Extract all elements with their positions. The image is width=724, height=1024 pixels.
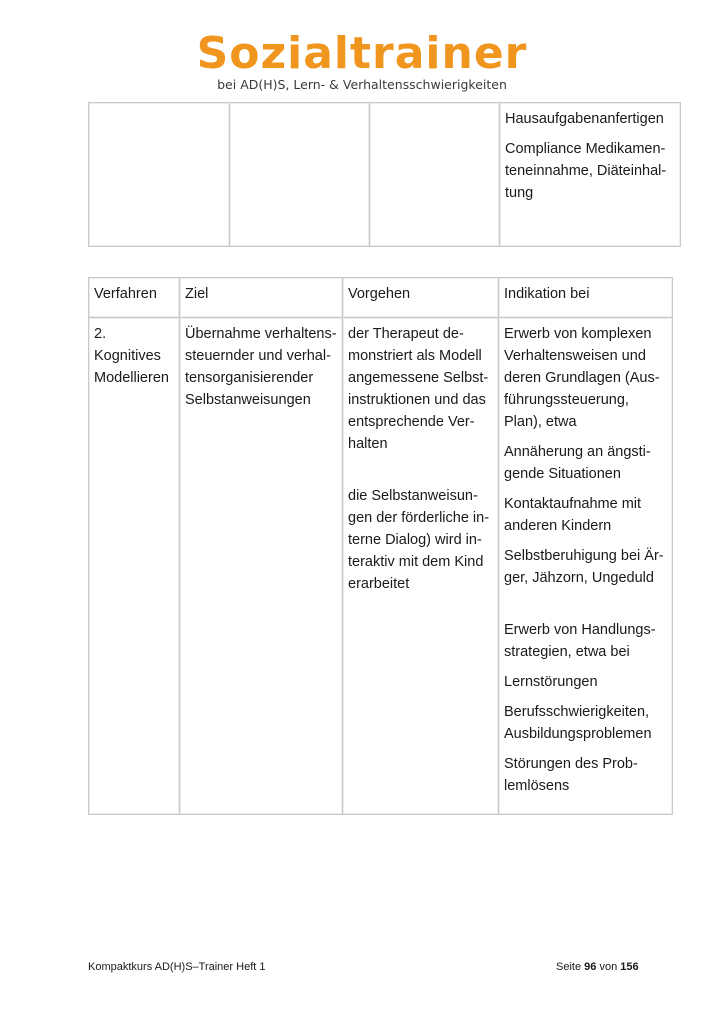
logo-subtitle: bei AD(H)S, Lern- & Verhaltensschwierigkeiten bbox=[217, 77, 507, 92]
table-header-row bbox=[89, 278, 673, 318]
cell-paragraph: Lernstörungen bbox=[504, 674, 598, 690]
table-row bbox=[89, 318, 673, 815]
cell-paragraph: Kontaktaufnahme mit anderen Kindern bbox=[504, 496, 642, 534]
table-cell-empty bbox=[89, 103, 230, 247]
cell-paragraph: Annäherung an ängsti-gende Situationen bbox=[504, 444, 651, 482]
header-vorgehen: Vorgehen bbox=[343, 278, 499, 318]
cell-paragraph: Erwerb von komplexen Verhaltensweisen und deren Grundlagen (Aus-führungssteuerung, Plan), etwa bbox=[504, 326, 660, 430]
footer-page-number bbox=[556, 960, 639, 974]
cell-paragraph: Selbstberuhigung bei Är-ger, Jähzorn, Ungeduld bbox=[504, 548, 664, 586]
cell-paragraph: Störungen des Prob-lemlösens bbox=[504, 756, 638, 794]
cell-paragraph: Hausaufgabenanfertigen bbox=[505, 111, 664, 127]
header-verfahren: Verfahren bbox=[89, 278, 180, 318]
cell-ziel: Übernahme verhaltens-steuernder und verhal-tensorganisierender Selbstanweisungen bbox=[180, 318, 343, 815]
page-prefix: Seite bbox=[556, 961, 582, 973]
cell-paragraph: Compliance Medikamen-teneinnahme, Diäteinhal-tung bbox=[505, 141, 667, 201]
cell-paragraph: Berufsschwierigkeiten, Ausbildungsproblemen bbox=[504, 704, 652, 742]
cell-paragraph: der Therapeut de-monstriert als Modell angemessene Selbst-instruktionen und das entsprechende Ver-halten bbox=[348, 326, 489, 452]
table-cell-indikation bbox=[500, 103, 681, 247]
cell-vorgehen bbox=[343, 318, 499, 815]
cell-indikation bbox=[499, 318, 673, 815]
table-verfahren bbox=[88, 277, 673, 815]
logo-title: Sozialtrainer bbox=[196, 28, 528, 79]
cell-paragraph: die Selbstanweisun-gen der förderliche in-terne Dialog) wird in-teraktiv mit dem Kind erarbeitet bbox=[348, 488, 490, 592]
table-cell-empty bbox=[370, 103, 500, 247]
table-row bbox=[89, 103, 681, 247]
cell-verfahren: 2. Kognitives Modellieren bbox=[89, 318, 180, 815]
page-separator: von bbox=[599, 961, 618, 973]
footer-course-title: Kompaktkurs AD(H)S–Trainer Heft 1 bbox=[88, 961, 266, 973]
table-cell-empty bbox=[230, 103, 370, 247]
table-continued bbox=[88, 102, 681, 247]
page-total: 156 bbox=[620, 961, 639, 973]
header-indikation: Indikation bei bbox=[499, 278, 673, 318]
header-ziel: Ziel bbox=[180, 278, 343, 318]
page-current: 96 bbox=[584, 961, 597, 973]
cell-paragraph: Erwerb von Handlungs-strategien, etwa bei bbox=[504, 622, 656, 660]
logo bbox=[0, 30, 724, 92]
